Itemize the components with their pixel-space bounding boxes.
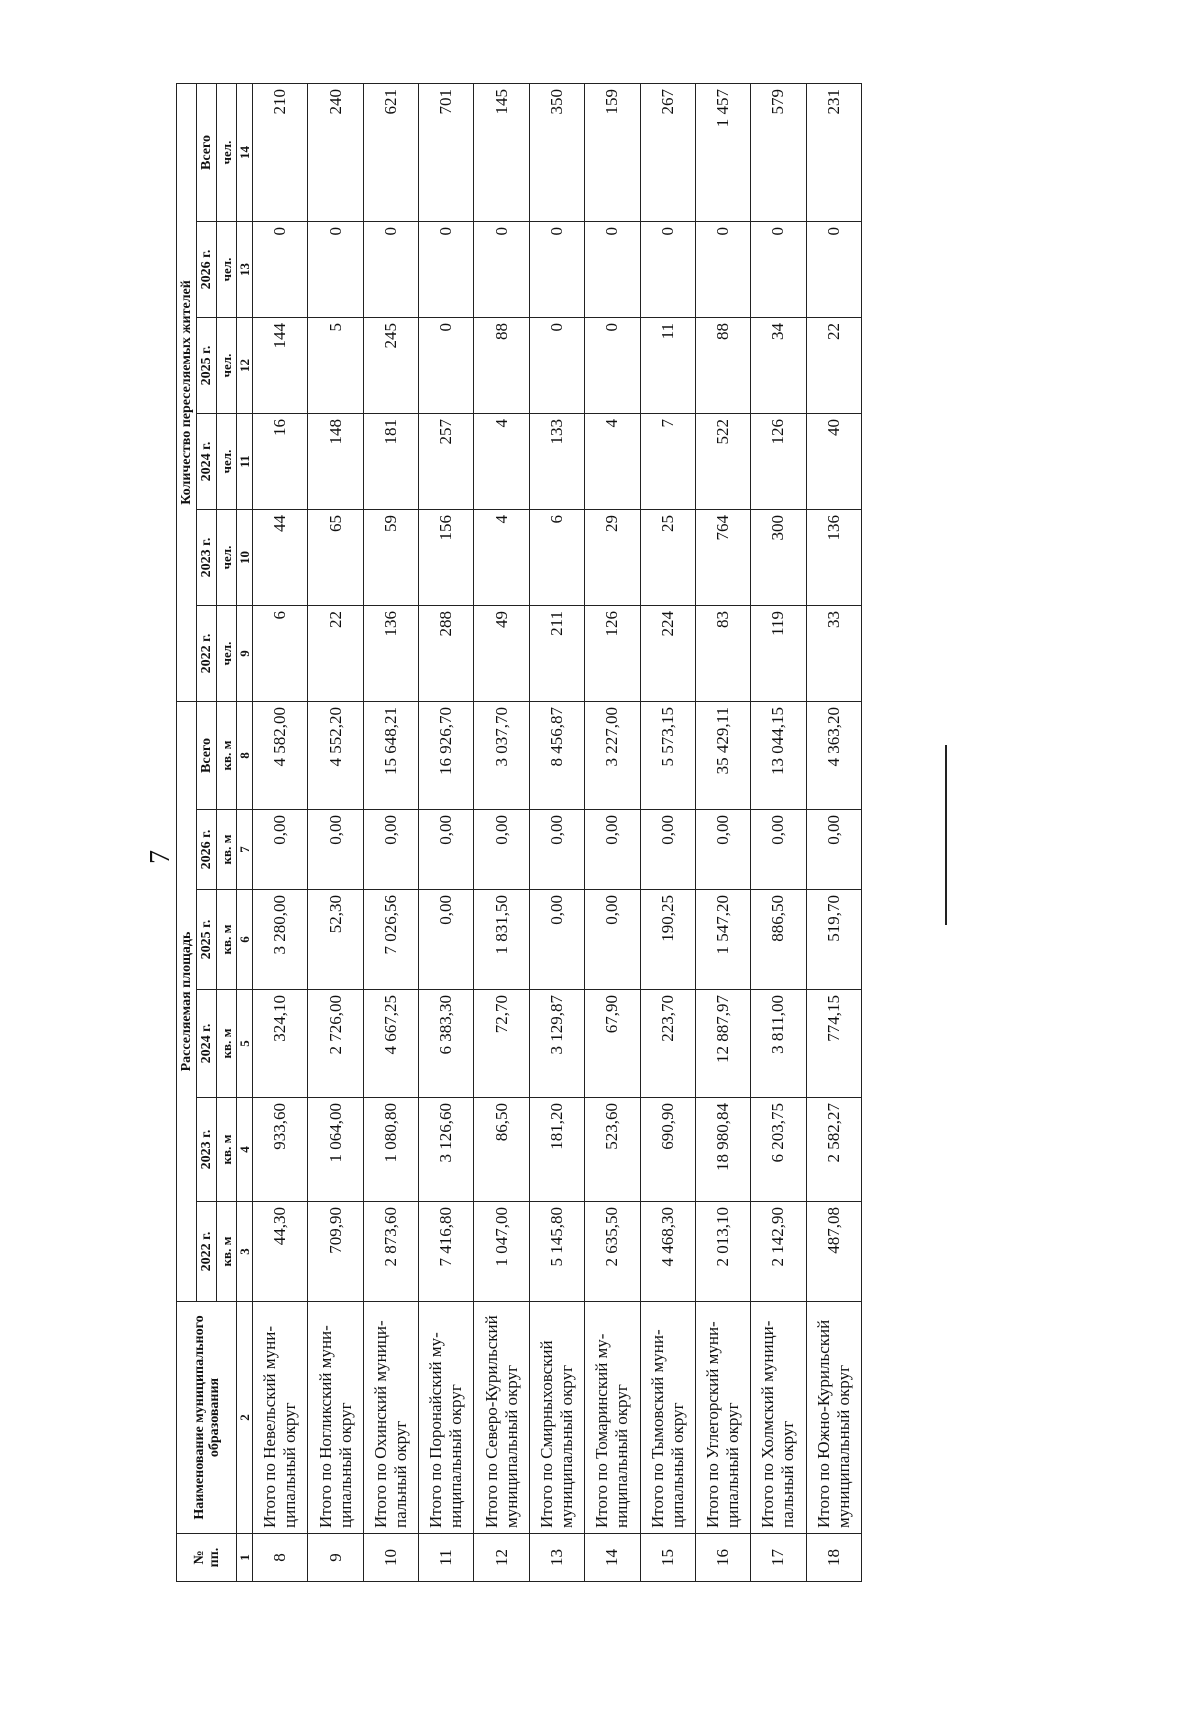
area-cell: 1 064,00 bbox=[308, 1098, 363, 1202]
residents-cell: 0 bbox=[751, 222, 806, 318]
area-cell: 4 667,25 bbox=[363, 990, 418, 1098]
unit-area: кв. м bbox=[217, 702, 237, 810]
area-cell: 519,70 bbox=[806, 890, 861, 990]
municipality-name: Итого по Южно-Курильский муниципальный округ bbox=[806, 1302, 861, 1534]
municipality-name: Итого по Углегорский муни-ципальный округ bbox=[695, 1302, 750, 1534]
area-total-cell: 15 648,21 bbox=[363, 702, 418, 810]
area-total-cell: 4 363,20 bbox=[806, 702, 861, 810]
residents-cell: 11 bbox=[640, 318, 695, 414]
area-cell: 0,00 bbox=[585, 810, 640, 890]
area-cell: 0,00 bbox=[474, 810, 529, 890]
residents-cell: 0 bbox=[806, 222, 861, 318]
area-cell: 0,00 bbox=[640, 810, 695, 890]
residents-cell: 126 bbox=[751, 414, 806, 510]
area-total-cell: 4 552,20 bbox=[308, 702, 363, 810]
area-cell: 52,30 bbox=[308, 890, 363, 990]
unit-area: кв. м bbox=[217, 890, 237, 990]
row-number: 10 bbox=[363, 1534, 418, 1582]
residents-cell: 59 bbox=[363, 510, 418, 606]
area-total-cell: 5 573,15 bbox=[640, 702, 695, 810]
unit-area: кв. м bbox=[217, 810, 237, 890]
residents-cell: 0 bbox=[474, 222, 529, 318]
table-row bbox=[529, 83, 584, 1581]
municipality-name: Итого по Ногликский муни-ципальный округ bbox=[308, 1302, 363, 1534]
municipality-name: Итого по Невельский муни-ципальный округ bbox=[253, 1302, 308, 1534]
table-row bbox=[695, 83, 750, 1581]
municipality-name: Итого по Смирныховский муниципальный округ bbox=[529, 1302, 584, 1534]
residents-cell: 16 bbox=[253, 414, 308, 510]
row-number: 15 bbox=[640, 1534, 695, 1582]
table-row bbox=[363, 83, 418, 1581]
header-residents-year: 2024 г. bbox=[197, 414, 217, 510]
area-cell: 0,00 bbox=[751, 810, 806, 890]
residents-cell: 22 bbox=[806, 318, 861, 414]
residents-total-cell: 579 bbox=[751, 83, 806, 221]
area-cell: 0,00 bbox=[806, 810, 861, 890]
area-cell: 86,50 bbox=[474, 1098, 529, 1202]
area-cell: 0,00 bbox=[419, 890, 474, 990]
header-residents-year: 2022 г. bbox=[197, 606, 217, 702]
area-total-cell: 8 456,87 bbox=[529, 702, 584, 810]
header-area-year: 2025 г. bbox=[197, 890, 217, 990]
area-cell: 324,10 bbox=[253, 990, 308, 1098]
area-total-cell: 4 582,00 bbox=[253, 702, 308, 810]
header-residents-year: 2026 г. bbox=[197, 222, 217, 318]
col-index: 2 bbox=[237, 1302, 253, 1534]
area-cell: 67,90 bbox=[585, 990, 640, 1098]
area-cell: 0,00 bbox=[253, 810, 308, 890]
header-area-year: 2024 г. bbox=[197, 990, 217, 1098]
municipality-name: Итого по Поронайский му-ниципальный округ bbox=[419, 1302, 474, 1534]
residents-cell: 136 bbox=[806, 510, 861, 606]
unit-residents: чел. bbox=[217, 318, 237, 414]
residents-cell: 6 bbox=[529, 510, 584, 606]
area-cell: 0,00 bbox=[308, 810, 363, 890]
area-cell: 1 831,50 bbox=[474, 890, 529, 990]
area-cell: 1 547,20 bbox=[695, 890, 750, 990]
area-cell: 7 026,56 bbox=[363, 890, 418, 990]
residents-cell: 0 bbox=[585, 318, 640, 414]
area-cell: 709,90 bbox=[308, 1202, 363, 1302]
residents-cell: 522 bbox=[695, 414, 750, 510]
area-cell: 7 416,80 bbox=[419, 1202, 474, 1302]
col-index: 1 bbox=[237, 1534, 253, 1582]
header-area-total: Всего bbox=[197, 702, 217, 810]
area-cell: 1 080,80 bbox=[363, 1098, 418, 1202]
residents-cell: 0 bbox=[585, 222, 640, 318]
residents-total-cell: 159 bbox=[585, 83, 640, 221]
residents-cell: 126 bbox=[585, 606, 640, 702]
residents-cell: 25 bbox=[640, 510, 695, 606]
area-cell: 3 811,00 bbox=[751, 990, 806, 1098]
municipality-name: Итого по Тымовский муни-ципальный округ bbox=[640, 1302, 695, 1534]
residents-cell: 0 bbox=[419, 318, 474, 414]
rotated-table-wrapper bbox=[176, 88, 862, 1582]
area-cell: 487,08 bbox=[806, 1202, 861, 1302]
residents-cell: 83 bbox=[695, 606, 750, 702]
area-cell: 0,00 bbox=[529, 890, 584, 990]
area-cell: 4 468,30 bbox=[640, 1202, 695, 1302]
row-number: 16 bbox=[695, 1534, 750, 1582]
table-row bbox=[474, 83, 529, 1581]
row-number: 13 bbox=[529, 1534, 584, 1582]
residents-total-cell: 701 bbox=[419, 83, 474, 221]
area-cell: 181,20 bbox=[529, 1098, 584, 1202]
municipality-name: Итого по Холмский муници-пальный округ bbox=[751, 1302, 806, 1534]
area-cell: 0,00 bbox=[585, 890, 640, 990]
area-cell: 2 013,10 bbox=[695, 1202, 750, 1302]
row-number: 9 bbox=[308, 1534, 363, 1582]
table-row bbox=[419, 83, 474, 1581]
col-index: 8 bbox=[237, 702, 253, 810]
area-cell: 2 142,90 bbox=[751, 1202, 806, 1302]
table-row bbox=[253, 83, 308, 1581]
residents-cell: 144 bbox=[253, 318, 308, 414]
header-num: № пп. bbox=[177, 1534, 237, 1582]
col-index: 4 bbox=[237, 1098, 253, 1202]
residents-cell: 0 bbox=[529, 222, 584, 318]
area-cell: 0,00 bbox=[529, 810, 584, 890]
unit-residents: чел. bbox=[217, 510, 237, 606]
area-cell: 190,25 bbox=[640, 890, 695, 990]
header-area-year: 2022 г. bbox=[197, 1202, 217, 1302]
col-index: 12 bbox=[237, 318, 253, 414]
residents-cell: 0 bbox=[640, 222, 695, 318]
residents-cell: 0 bbox=[363, 222, 418, 318]
page-number: 7 bbox=[145, 850, 176, 864]
unit-area: кв. м bbox=[217, 1098, 237, 1202]
residents-cell: 4 bbox=[474, 510, 529, 606]
col-index: 10 bbox=[237, 510, 253, 606]
row-number: 8 bbox=[253, 1534, 308, 1582]
area-cell: 933,60 bbox=[253, 1098, 308, 1202]
residents-total-cell: 210 bbox=[253, 83, 308, 221]
area-cell: 690,90 bbox=[640, 1098, 695, 1202]
residents-total-cell: 240 bbox=[308, 83, 363, 221]
row-number: 12 bbox=[474, 1534, 529, 1582]
residents-total-cell: 621 bbox=[363, 83, 418, 221]
residents-cell: 0 bbox=[419, 222, 474, 318]
header-residents-year: 2023 г. bbox=[197, 510, 217, 606]
area-cell: 3 280,00 bbox=[253, 890, 308, 990]
residents-cell: 764 bbox=[695, 510, 750, 606]
area-cell: 0,00 bbox=[695, 810, 750, 890]
residents-cell: 156 bbox=[419, 510, 474, 606]
residents-cell: 211 bbox=[529, 606, 584, 702]
row-number: 18 bbox=[806, 1534, 861, 1582]
col-index: 6 bbox=[237, 890, 253, 990]
col-index: 9 bbox=[237, 606, 253, 702]
residents-cell: 136 bbox=[363, 606, 418, 702]
row-number: 14 bbox=[585, 1534, 640, 1582]
table-row bbox=[751, 83, 806, 1581]
unit-residents: чел. bbox=[217, 414, 237, 510]
area-cell: 2 726,00 bbox=[308, 990, 363, 1098]
unit-residents: чел. bbox=[217, 606, 237, 702]
residents-total-cell: 267 bbox=[640, 83, 695, 221]
area-cell: 5 145,80 bbox=[529, 1202, 584, 1302]
col-index: 7 bbox=[237, 810, 253, 890]
residents-cell: 300 bbox=[751, 510, 806, 606]
residents-cell: 119 bbox=[751, 606, 806, 702]
area-total-cell: 3 227,00 bbox=[585, 702, 640, 810]
area-cell: 72,70 bbox=[474, 990, 529, 1098]
area-cell: 2 582,27 bbox=[806, 1098, 861, 1202]
col-index: 11 bbox=[237, 414, 253, 510]
header-name: Наименование муниципального образования bbox=[177, 1302, 237, 1534]
area-cell: 0,00 bbox=[363, 810, 418, 890]
residents-cell: 40 bbox=[806, 414, 861, 510]
area-total-cell: 35 429,11 bbox=[695, 702, 750, 810]
header-residents-total: Всего bbox=[197, 83, 217, 221]
residents-total-cell: 1 457 bbox=[695, 83, 750, 221]
residents-cell: 88 bbox=[695, 318, 750, 414]
area-cell: 223,70 bbox=[640, 990, 695, 1098]
residents-total-cell: 145 bbox=[474, 83, 529, 221]
header-residents-group: Количество переселяемых жителей bbox=[177, 83, 197, 701]
residents-cell: 29 bbox=[585, 510, 640, 606]
header-area-year: 2023 г. bbox=[197, 1098, 217, 1202]
residents-total-cell: 350 bbox=[529, 83, 584, 221]
area-cell: 18 980,84 bbox=[695, 1098, 750, 1202]
residents-cell: 0 bbox=[308, 222, 363, 318]
residents-cell: 0 bbox=[695, 222, 750, 318]
area-cell: 1 047,00 bbox=[474, 1202, 529, 1302]
area-cell: 2 635,50 bbox=[585, 1202, 640, 1302]
residents-cell: 4 bbox=[585, 414, 640, 510]
residents-cell: 0 bbox=[253, 222, 308, 318]
table-row bbox=[806, 83, 861, 1581]
residents-cell: 288 bbox=[419, 606, 474, 702]
col-index: 5 bbox=[237, 990, 253, 1098]
residents-cell: 7 bbox=[640, 414, 695, 510]
municipality-name: Итого по Северо-Курильский муниципальный округ bbox=[474, 1302, 529, 1534]
residents-cell: 65 bbox=[308, 510, 363, 606]
row-number: 17 bbox=[751, 1534, 806, 1582]
table-row bbox=[640, 83, 695, 1581]
residents-cell: 6 bbox=[253, 606, 308, 702]
header-area-year: 2026 г. bbox=[197, 810, 217, 890]
residents-cell: 245 bbox=[363, 318, 418, 414]
residents-cell: 49 bbox=[474, 606, 529, 702]
area-total-cell: 16 926,70 bbox=[419, 702, 474, 810]
residents-cell: 181 bbox=[363, 414, 418, 510]
separator-line bbox=[945, 745, 947, 925]
col-index: 3 bbox=[237, 1202, 253, 1302]
residents-cell: 224 bbox=[640, 606, 695, 702]
area-cell: 3 126,60 bbox=[419, 1098, 474, 1202]
municipality-name: Итого по Охинский муници-пальный округ bbox=[363, 1302, 418, 1534]
residents-cell: 34 bbox=[751, 318, 806, 414]
residents-cell: 133 bbox=[529, 414, 584, 510]
area-cell: 6 203,75 bbox=[751, 1098, 806, 1202]
area-cell: 0,00 bbox=[419, 810, 474, 890]
header-area-group: Расселяемая площадь bbox=[177, 702, 197, 1302]
residents-cell: 44 bbox=[253, 510, 308, 606]
area-cell: 886,50 bbox=[751, 890, 806, 990]
col-index: 14 bbox=[237, 83, 253, 221]
unit-area: кв. м bbox=[217, 1202, 237, 1302]
row-number: 11 bbox=[419, 1534, 474, 1582]
residents-cell: 22 bbox=[308, 606, 363, 702]
area-total-cell: 3 037,70 bbox=[474, 702, 529, 810]
residents-cell: 148 bbox=[308, 414, 363, 510]
header-residents-year: 2025 г. bbox=[197, 318, 217, 414]
table-row bbox=[585, 83, 640, 1581]
unit-residents: чел. bbox=[217, 222, 237, 318]
residents-cell: 88 bbox=[474, 318, 529, 414]
resettlement-table bbox=[176, 83, 862, 1582]
area-cell: 2 873,60 bbox=[363, 1202, 418, 1302]
unit-area: кв. м bbox=[217, 990, 237, 1098]
municipality-name: Итого по Томаринский му-ниципальный округ bbox=[585, 1302, 640, 1534]
residents-cell: 4 bbox=[474, 414, 529, 510]
area-total-cell: 13 044,15 bbox=[751, 702, 806, 810]
table-row bbox=[308, 83, 363, 1581]
area-cell: 523,60 bbox=[585, 1098, 640, 1202]
residents-cell: 33 bbox=[806, 606, 861, 702]
area-cell: 12 887,97 bbox=[695, 990, 750, 1098]
area-cell: 6 383,30 bbox=[419, 990, 474, 1098]
residents-cell: 0 bbox=[529, 318, 584, 414]
area-cell: 774,15 bbox=[806, 990, 861, 1098]
area-cell: 44,30 bbox=[253, 1202, 308, 1302]
col-index: 13 bbox=[237, 222, 253, 318]
residents-cell: 5 bbox=[308, 318, 363, 414]
residents-total-cell: 231 bbox=[806, 83, 861, 221]
area-cell: 3 129,87 bbox=[529, 990, 584, 1098]
residents-cell: 257 bbox=[419, 414, 474, 510]
unit-residents: чел. bbox=[217, 83, 237, 221]
